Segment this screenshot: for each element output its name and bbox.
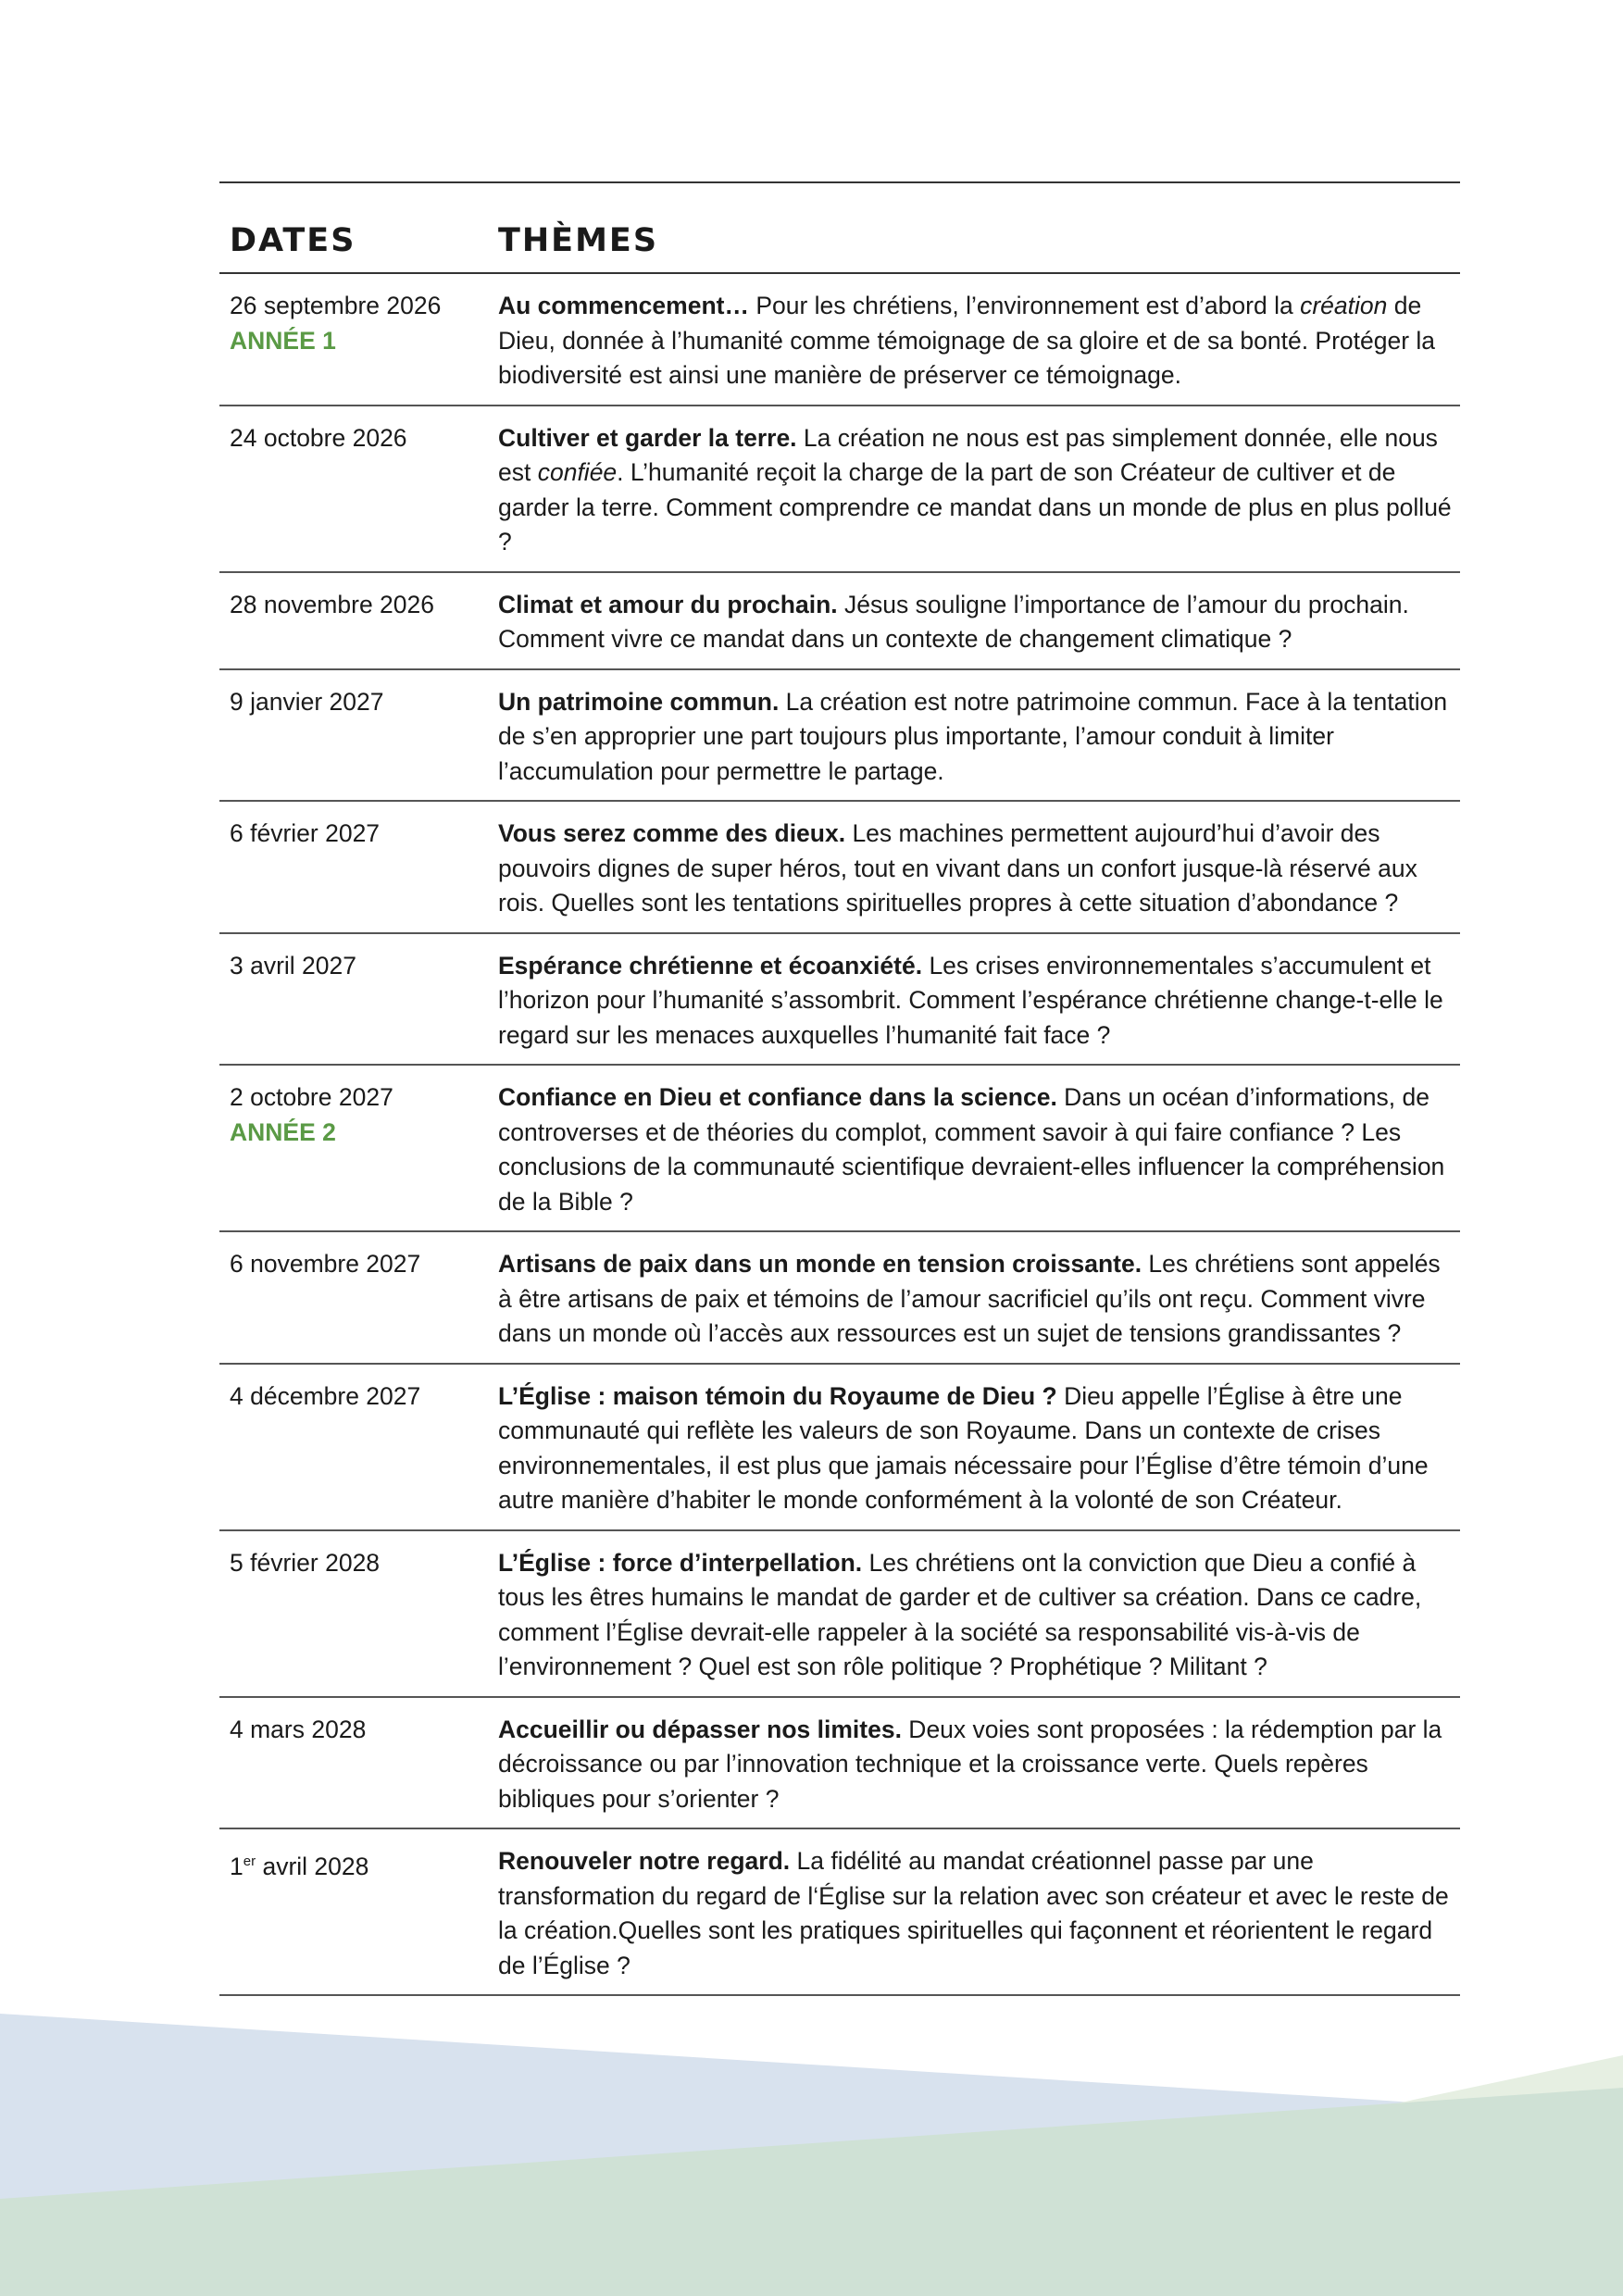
row-theme [498, 1080, 1460, 1219]
row-date [230, 1546, 498, 1685]
row-theme [498, 1713, 1460, 1817]
row-date [230, 1379, 498, 1518]
row-date [230, 949, 498, 1054]
table-row [219, 670, 1460, 803]
theme-text-continued: de Dieu, donnée à l’humanité comme témoignage de sa gloire et de sa bonté. Protéger la biodiversité est ainsi une manière de préserver ce témoignage. [498, 292, 1436, 389]
table-row [219, 1829, 1460, 1996]
theme-title: L’Église : maison témoin du Royaume de Dieu ? [498, 1381, 1057, 1410]
table-row [219, 274, 1460, 406]
row-theme [498, 421, 1460, 560]
theme-title: Vous serez comme des dieux. [498, 819, 846, 847]
row-date [230, 1080, 498, 1219]
theme-text: Jésus souligne l’importance de l’amour du prochain. Comment vivre ce mandat dans un contexte de changement climatique ? [498, 590, 1409, 653]
table-row [219, 802, 1460, 934]
row-date [230, 1844, 498, 1983]
table-row [219, 406, 1460, 573]
theme-emphasis: confiée [537, 458, 618, 486]
row-date [230, 1247, 498, 1352]
theme-title: L’Église : force d’interpellation. [498, 1548, 863, 1577]
theme-text: Les crises environnementales s’accumulent et l’horizon pour l’humanité s’assombrit. Comment l’espérance chrétienne change-t-elle le regard sur les menaces auxquelles l’humanité fait face ? [498, 951, 1443, 1049]
date-text: 6 novembre 2027 [230, 1250, 421, 1278]
table-row [219, 1698, 1460, 1830]
table-row [219, 1232, 1460, 1365]
row-theme [498, 1844, 1460, 1983]
theme-title: Un patrimoine commun. [498, 687, 780, 716]
date-text: 9 janvier 2027 [230, 687, 384, 716]
date-text: 5 février 2028 [230, 1548, 381, 1577]
theme-title: Au commencement… [498, 292, 749, 319]
theme-title: Climat et amour du prochain. [498, 590, 838, 618]
table-row [219, 1365, 1460, 1531]
theme-title: Espérance chrétienne et écoanxiété. [498, 951, 923, 980]
row-theme [498, 1546, 1460, 1685]
row-date [230, 685, 498, 790]
theme-text: Dieu appelle l’Église à être une communauté qui reflète les valeurs de son Royaume. Dans un contexte de crises environnementales, il est plus que jamais nécessaire pour l’Église d’être témoin d’une autre manière d’habiter le monde conformément à la volonté de son Créateur. [498, 1381, 1429, 1514]
theme-text-continued: . L’humanité reçoit la charge de la part de son Créateur de cultiver et de garder la terre. Comment comprendre ce mandat dans un monde de plus en plus pollué ? [498, 458, 1452, 555]
row-date [230, 817, 498, 921]
table-row [219, 1531, 1460, 1698]
row-date [230, 289, 498, 393]
row-theme [498, 949, 1460, 1054]
row-theme [498, 588, 1460, 657]
schedule-table [219, 181, 1460, 1996]
top-rule [219, 181, 1460, 183]
year-label: ANNÉE 2 [230, 1117, 336, 1146]
date-text: 24 octobre 2026 [230, 423, 407, 452]
date-text: 2 octobre 2027 [230, 1083, 393, 1111]
table-row [219, 934, 1460, 1067]
theme-title: Artisans de paix dans un monde en tension croissante. [498, 1250, 1142, 1278]
row-date [230, 1713, 498, 1817]
table-row [219, 573, 1460, 670]
row-theme [498, 1247, 1460, 1352]
date-rest: avril 2028 [256, 1852, 369, 1880]
table-row [219, 1066, 1460, 1232]
row-date [230, 421, 498, 560]
year-label: ANNÉE 1 [230, 326, 336, 355]
date-text: 26 septembre 2026 [230, 292, 442, 319]
theme-title: Accueillir ou dépasser nos limites. [498, 1715, 902, 1743]
date-text: 6 février 2027 [230, 819, 381, 847]
date-text: 4 décembre 2027 [230, 1381, 421, 1410]
date-text: 4 mars 2028 [230, 1715, 367, 1743]
row-theme [498, 1379, 1460, 1518]
table-body [219, 274, 1460, 1996]
theme-text: Les chrétiens ont la conviction que Dieu a confié à tous les êtres humains le mandat de garder et de cultiver sa création. Dans ce cadre, comment l’Église devrait-elle rappeler à la société sa responsabilité vis-à-vis de l’environnement ? Quel est son rôle politique ? Prophétique ? Militant ? [498, 1548, 1422, 1680]
date-text: 28 novembre 2026 [230, 590, 434, 618]
row-theme [498, 685, 1460, 790]
header-themes: THÈMES [498, 222, 659, 259]
theme-text: La création ne nous est pas simplement donnée, elle nous est [498, 423, 1438, 486]
date-superscript: er [243, 1853, 256, 1869]
theme-text: La fidélité au mandat créationnel passe par une transformation du regard de l‘Église sur la relation avec son créateur et avec le reste de la création.Quelles sont les pratiques spirituelles qui façonnent et réorientent le regard de l’Église ? [498, 1847, 1449, 1979]
theme-text: Deux voies sont proposées : la rédemption par la décroissance ou par l’innovation technique et la croissance verte. Quels repères bibliques pour s’orienter ? [498, 1715, 1442, 1813]
date-text: 1 [230, 1852, 243, 1880]
header-dates: DATES [230, 222, 356, 259]
theme-title: Cultiver et garder la terre. [498, 423, 797, 452]
theme-title: Renouveler notre regard. [498, 1847, 791, 1875]
date-text: 3 avril 2027 [230, 951, 357, 980]
theme-text: Dans un océan d’informations, de controverses et de théories du complot, comment savoir à qui faire confiance ? Les conclusions de la communauté scientifique devraient-elles influencer la compréhension de la Bible ? [498, 1083, 1445, 1216]
theme-title: Confiance en Dieu et confiance dans la science. [498, 1083, 1057, 1111]
theme-text: La création est notre patrimoine commun. Face à la tentation de s’en approprier une part toujours plus importante, l’amour conduit à limiter l’accumulation pour permettre le partage. [498, 687, 1448, 785]
theme-emphasis: création [1300, 292, 1388, 319]
theme-text: Les machines permettent aujourd’hui d’avoir des pouvoirs dignes de super héros, tout en vivant dans un confort jusque-là réservé aux rois. Quelles sont les tentations spirituelles propres à cette situation d’abondance ? [498, 819, 1417, 917]
theme-text: Pour les chrétiens, l’environnement est d’abord la [748, 292, 1301, 319]
theme-text: Les chrétiens sont appelés à être artisans de paix et témoins de l’amour sacrificiel qu’ils ont reçu. Comment vivre dans un monde où l’accès aux ressources est un sujet de tensions grandissantes ? [498, 1250, 1441, 1347]
row-theme [498, 817, 1460, 921]
row-theme [498, 289, 1460, 393]
row-date [230, 588, 498, 657]
table-header [219, 222, 1460, 274]
